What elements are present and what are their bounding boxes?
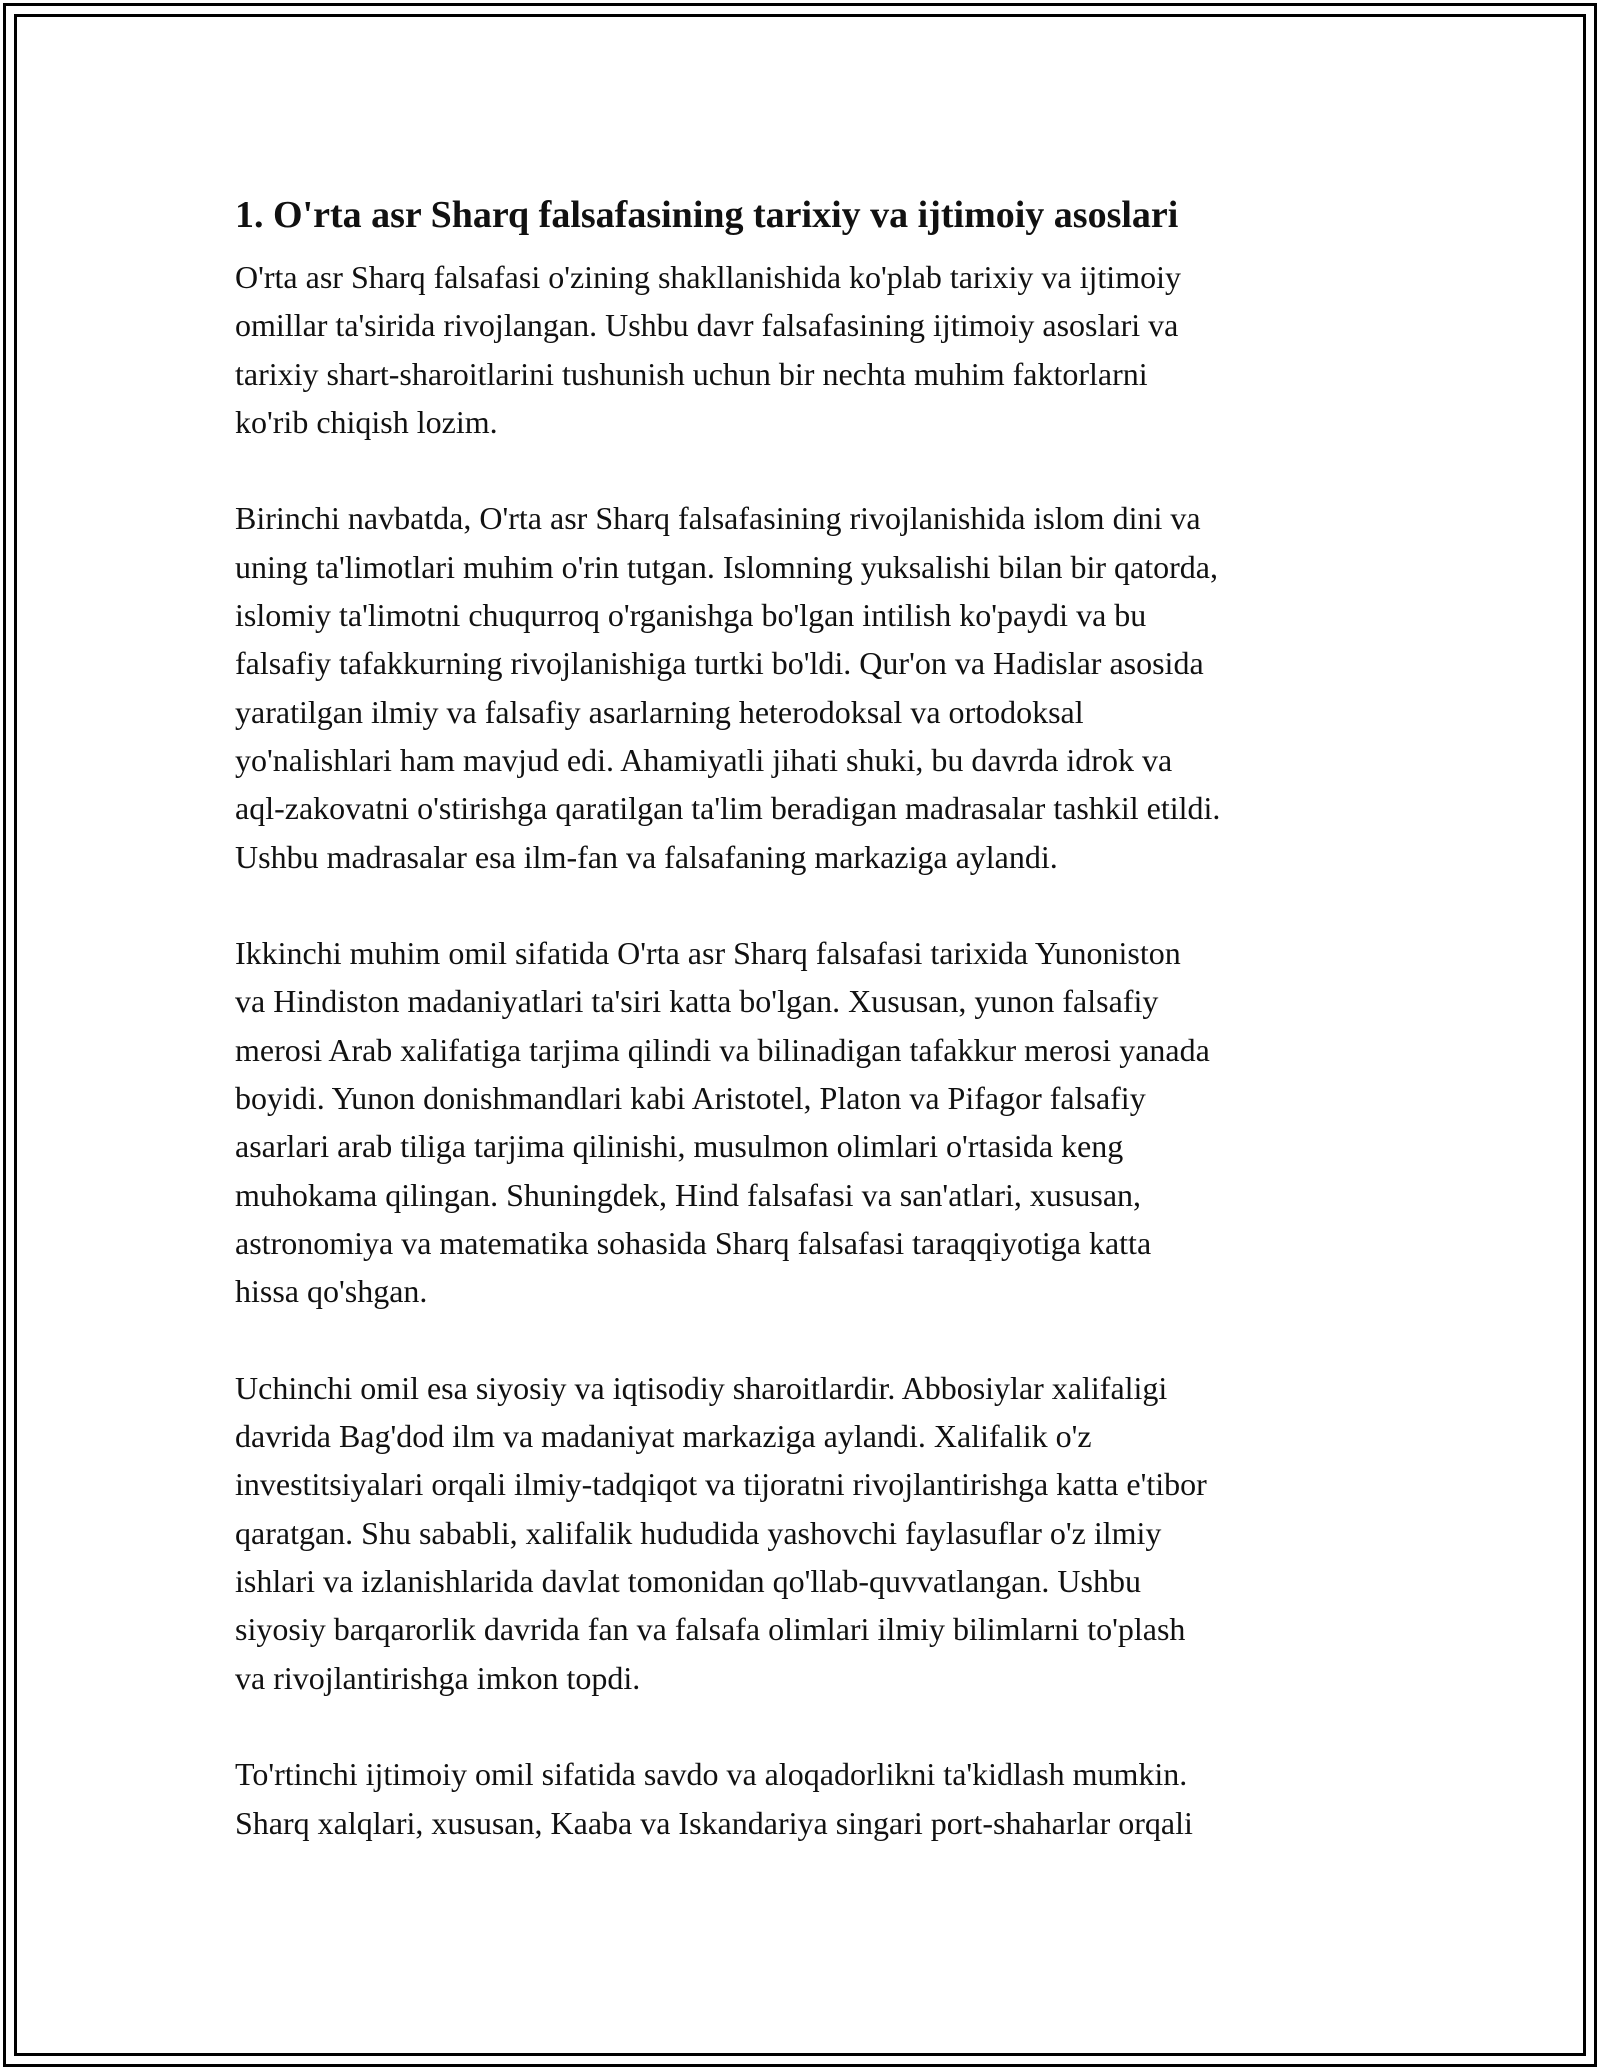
paragraph-line: yo'nalishlari ham mavjud edi. Ahamiyatli jihati shuki, bu davrda idrok va bbox=[235, 741, 1173, 778]
paragraph-line: muhokama qilingan. Shuningdek, Hind falsafasi va san'atlari, xususan, bbox=[235, 1176, 1142, 1213]
paragraph bbox=[235, 929, 1375, 1315]
paragraph-line: merosi Arab xalifatiga tarjima qilindi va bilinadigan tafakkur merosi yanada bbox=[235, 1031, 1210, 1068]
paragraph-line: ishlari va izlanishlarida davlat tomonidan qo'llab-quvvatlangan. Ushbu bbox=[235, 1563, 1141, 1600]
paragraph bbox=[235, 494, 1375, 880]
document-body bbox=[235, 185, 1375, 1847]
paragraph-line: qaratgan. Shu sababli, xalifalik hududida yashovchi faylasuflar o'z ilmiy bbox=[235, 1514, 1162, 1551]
paragraph-line: omillar ta'sirida rivojlangan. Ushbu davr falsafasining ijtimoiy asoslari va bbox=[235, 307, 1179, 344]
paragraph-line: Uchinchi omil esa siyosiy va iqtisodiy sharoitlardir. Abbosiylar xalifaligi bbox=[235, 1369, 1168, 1406]
paragraph-line: Ushbu madrasalar esa ilm-fan va falsafaning markaziga aylandi. bbox=[235, 838, 1058, 875]
paragraph-line: ko'rib chiqish lozim. bbox=[235, 403, 498, 440]
paragraph-line: Sharq xalqlari, xususan, Kaaba va Iskandariya singari port-shaharlar orqali bbox=[235, 1804, 1193, 1841]
paragraph bbox=[235, 253, 1375, 446]
paragraph-line: yaratilgan ilmiy va falsafiy asarlarning heterodoksal va ortodoksal bbox=[235, 693, 1084, 730]
paragraph-line: astronomiya va matematika sohasida Sharq falsafasi taraqqiyotiga katta bbox=[235, 1224, 1152, 1261]
paragraph-line: tarixiy shart-sharoitlarini tushunish uchun bir nechta muhim faktorlarni bbox=[235, 355, 1148, 392]
paragraph-line: Birinchi navbatda, O'rta asr Sharq falsafasining rivojlanishida islom dini va bbox=[235, 500, 1201, 537]
paragraph-line: asarlari arab tiliga tarjima qilinishi, musulmon olimlari o'rtasida keng bbox=[235, 1128, 1124, 1165]
paragraph-line: hissa qo'shgan. bbox=[235, 1273, 428, 1310]
paragraph-line: uning ta'limotlari muhim o'rin tutgan. Islomning yuksalishi bilan bir qatorda, bbox=[235, 548, 1218, 585]
paragraph-line: va Hindiston madaniyatlari ta'siri katta bo'lgan. Xususan, yunon falsafiy bbox=[235, 983, 1159, 1020]
paragraph-line: investitsiyalari orqali ilmiy-tadqiqot va tijoratni rivojlantirishga katta e'tibor bbox=[235, 1466, 1207, 1503]
paragraph-line: va rivojlantirishga imkon topdi. bbox=[235, 1659, 641, 1696]
paragraph-line: boyidi. Yunon donishmandlari kabi Aristotel, Platon va Pifagor falsafiy bbox=[235, 1080, 1146, 1117]
paragraph-line: davrida Bag'dod ilm va madaniyat markaziga aylandi. Xalifalik o'z bbox=[235, 1418, 1092, 1455]
paragraph-line: islomiy ta'limotni chuqurroq o'rganishga bo'lgan intilish ko'paydi va bu bbox=[235, 597, 1147, 634]
paragraph-list bbox=[235, 253, 1375, 1847]
paragraph bbox=[235, 1364, 1375, 1702]
paragraph bbox=[235, 1750, 1375, 1847]
paragraph-line: siyosiy barqarorlik davrida fan va falsafa olimlari ilmiy bilimlarni to'plash bbox=[235, 1611, 1186, 1648]
paragraph-line: Ikkinchi muhim omil sifatida O'rta asr Sharq falsafasi tarixida Yunoniston bbox=[235, 935, 1181, 972]
paragraph-line: To'rtinchi ijtimoiy omil sifatida savdo va aloqadorlikni ta'kidlash mumkin. bbox=[235, 1756, 1188, 1793]
section-title: 1. O'rta asr Sharq falsafasining tarixiy va ijtimoiy asoslari bbox=[235, 194, 1179, 236]
paragraph-line: aql-zakovatni o'stirishga qaratilgan ta'lim beradigan madrasalar tashkil etildi. bbox=[235, 790, 1221, 827]
paragraph-line: falsafiy tafakkurning rivojlanishiga turtki bo'ldi. Qur'on va Hadislar asosida bbox=[235, 645, 1204, 682]
paragraph-line: O'rta asr Sharq falsafasi o'zining shakllanishida ko'plab tarixiy va ijtimoiy bbox=[235, 259, 1181, 295]
